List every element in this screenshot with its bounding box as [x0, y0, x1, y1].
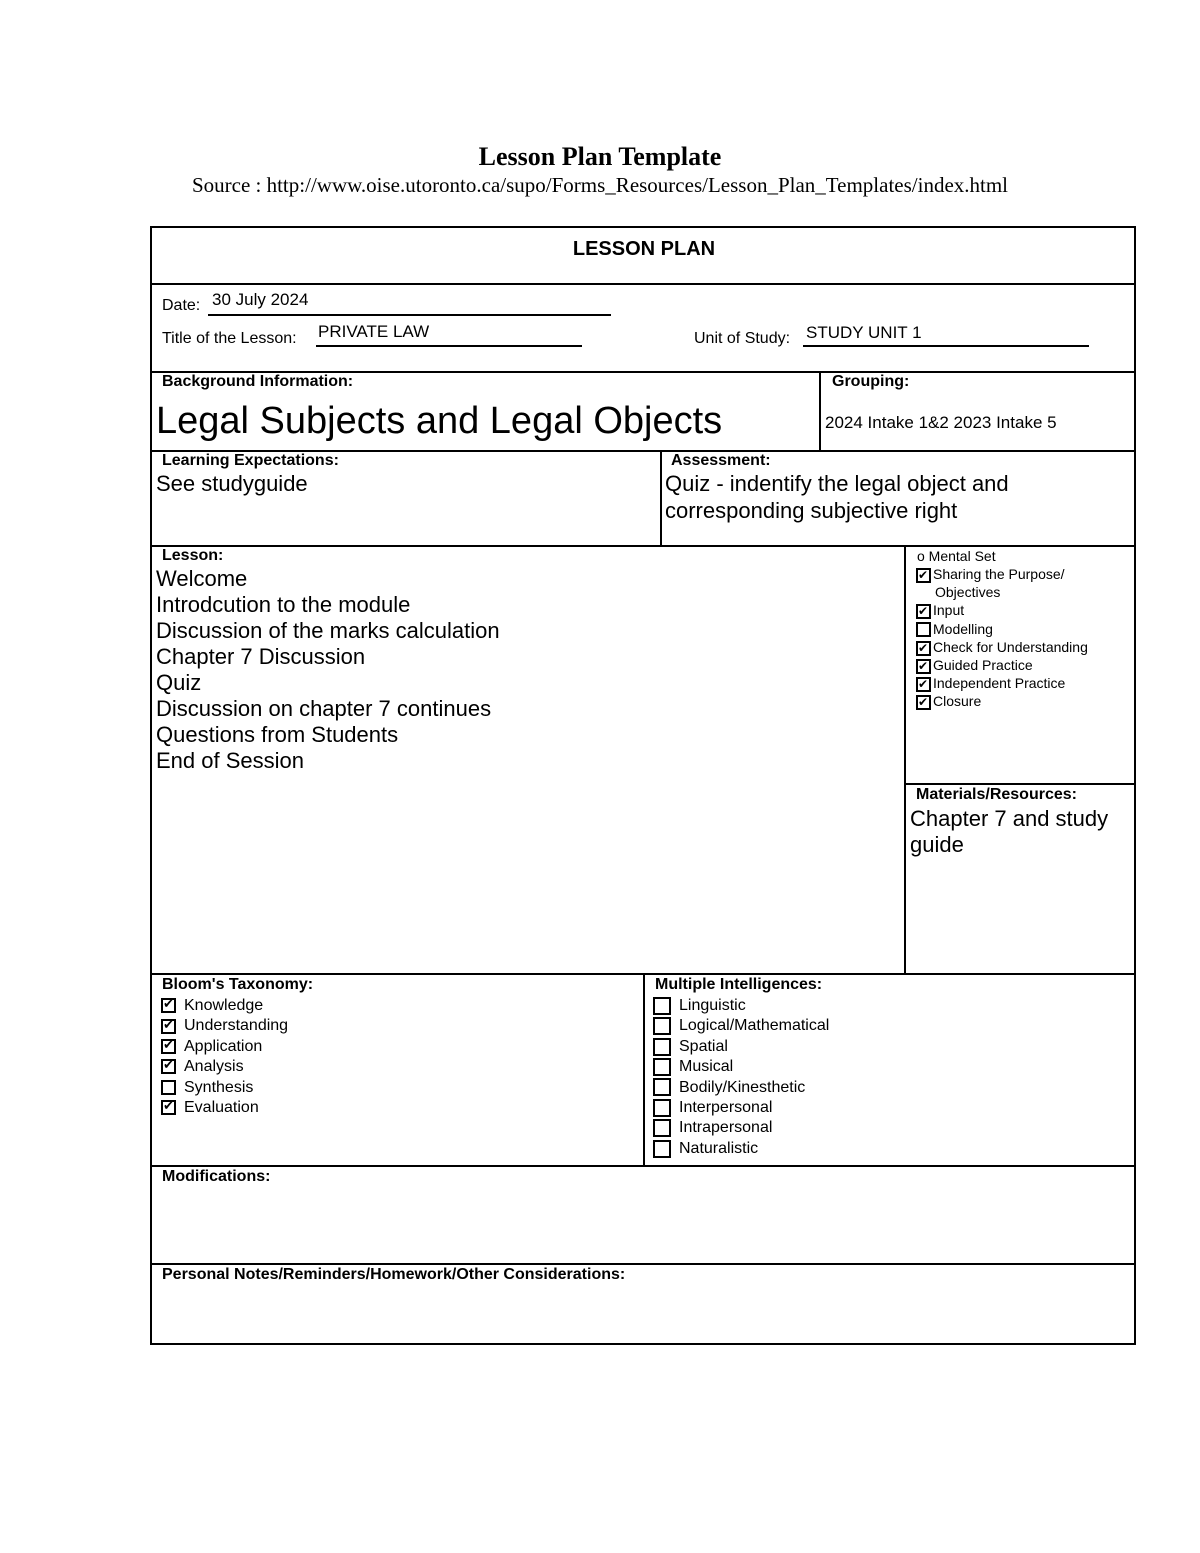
assessment-label: Assessment: — [671, 452, 771, 469]
divider — [152, 545, 1136, 547]
unit-underline — [803, 345, 1089, 347]
intelligence-label: Spatial — [679, 1037, 728, 1055]
divider — [660, 450, 662, 546]
checkbox-checked[interactable] — [916, 641, 931, 656]
grouping-label: Grouping: — [832, 373, 910, 390]
strategy-item[interactable] — [916, 656, 1088, 674]
lesson-line[interactable]: Discussion on chapter 7 continues — [156, 696, 492, 721]
strategy-label: Independent Practice — [933, 675, 1066, 692]
bloom-label: Application — [184, 1037, 263, 1055]
intelligence-item[interactable] — [653, 1078, 829, 1098]
strategy-label: Guided Practice — [933, 656, 1033, 673]
checkbox-unchecked[interactable] — [653, 1078, 671, 1096]
bloom-item[interactable] — [161, 1078, 288, 1098]
lesson-line[interactable]: Questions from Students — [156, 722, 399, 747]
learning-expectations-label: Learning Expectations: — [162, 452, 339, 469]
checkbox-checked[interactable] — [161, 998, 176, 1013]
divider — [905, 783, 1136, 785]
background-label: Background Information: — [162, 373, 354, 390]
blooms-list — [161, 996, 288, 1118]
checkbox-checked[interactable] — [916, 604, 931, 619]
strategy-label: Objectives — [935, 584, 1001, 601]
checkbox-checked[interactable] — [161, 1019, 176, 1034]
checkbox-checked[interactable] — [161, 1100, 176, 1115]
bloom-label: Evaluation — [184, 1098, 259, 1116]
strategy-label: Check for Understanding — [933, 638, 1088, 655]
bloom-item[interactable] — [161, 1037, 288, 1057]
checkbox-unchecked[interactable] — [653, 997, 671, 1015]
intelligence-label: Musical — [679, 1058, 734, 1076]
date-label: Date: — [162, 297, 201, 314]
background-value[interactable]: Legal Subjects and Legal Objects — [156, 400, 723, 442]
assessment-line-1[interactable]: Quiz - indentify the legal object and — [665, 471, 1009, 496]
intelligence-label: Intrapersonal — [679, 1119, 773, 1137]
checkbox-checked[interactable] — [161, 1059, 176, 1074]
intelligence-item[interactable] — [653, 1139, 829, 1159]
strategy-item[interactable] — [916, 620, 1088, 638]
bloom-label: Synthesis — [184, 1078, 254, 1096]
intelligence-label: Logical/Mathematical — [679, 1017, 830, 1035]
divider — [819, 371, 821, 451]
checkbox-unchecked[interactable] — [161, 1080, 176, 1095]
lesson-plan-form — [150, 226, 1136, 1345]
intelligence-label: Linguistic — [679, 997, 746, 1014]
intelligence-item[interactable] — [653, 1016, 829, 1036]
source-url: Source : http://www.oise.utoronto.ca/supo/Forms_Resources/Lesson_Plan_Templates/index.html — [191, 173, 1009, 197]
checkbox-unchecked[interactable] — [653, 1058, 671, 1076]
checkbox-checked[interactable] — [916, 677, 931, 692]
lesson-list — [156, 566, 500, 774]
lesson-line[interactable]: Chapter 7 Discussion — [156, 644, 366, 669]
strategy-label: Input — [933, 602, 965, 619]
checkbox-unchecked[interactable] — [653, 1119, 671, 1137]
checkbox-unchecked[interactable] — [653, 1038, 671, 1056]
checkbox-checked[interactable] — [916, 659, 931, 674]
checkbox-checked[interactable] — [916, 695, 931, 710]
checkbox-unchecked[interactable] — [653, 1017, 671, 1035]
bloom-label: Knowledge — [184, 997, 264, 1014]
strategy-item[interactable] — [916, 692, 1088, 710]
materials-line-1[interactable]: Chapter 7 and study — [910, 806, 1109, 831]
intelligence-label: Bodily/Kinesthetic — [679, 1078, 806, 1096]
strategy-label: Sharing the Purpose/ — [933, 566, 1065, 582]
divider — [904, 545, 906, 974]
intelligence-item[interactable] — [653, 1057, 829, 1077]
materials-line-2[interactable]: guide — [910, 832, 964, 857]
strategy-item[interactable] — [916, 638, 1088, 656]
bloom-label: Understanding — [184, 1017, 289, 1035]
divider — [152, 1263, 1136, 1265]
intelligence-item[interactable] — [653, 1037, 829, 1057]
checkbox-unchecked[interactable] — [653, 1140, 671, 1158]
checkbox-unchecked[interactable] — [916, 622, 931, 637]
lesson-line[interactable]: End of Session — [156, 748, 304, 773]
bloom-item[interactable] — [161, 996, 288, 1016]
lesson-title-value[interactable]: PRIVATE LAW — [318, 322, 430, 341]
checkbox-checked[interactable] — [161, 1039, 176, 1054]
divider — [643, 973, 645, 1166]
intelligence-label: Naturalistic — [679, 1139, 759, 1157]
bloom-label: Analysis — [184, 1058, 244, 1076]
strategy-label: Closure — [933, 693, 982, 710]
date-underline — [208, 314, 611, 316]
multiple-intelligences-label: Multiple Intelligences: — [655, 976, 823, 993]
strategy-mental-set: o Mental Set — [917, 548, 996, 564]
strategy-label: Modelling — [933, 620, 993, 637]
strategy-item[interactable] — [916, 674, 1088, 692]
modifications-label: Modifications: — [162, 1168, 271, 1185]
lesson-title-label: Title of the Lesson: — [162, 330, 297, 347]
document-title: Lesson Plan Template — [478, 142, 722, 171]
intelligences-list — [653, 996, 829, 1159]
intelligence-item[interactable] — [653, 1098, 829, 1118]
strategy-item — [916, 583, 1088, 601]
checkbox-checked[interactable] — [916, 568, 931, 583]
intelligence-item[interactable] — [653, 996, 829, 1016]
strategy-item[interactable] — [916, 601, 1088, 619]
lesson-line[interactable]: Introdcution to the module — [156, 592, 411, 617]
grouping-value[interactable]: 2024 Intake 1&2 2023 Intake 5 — [825, 413, 1057, 432]
unit-label: Unit of Study: — [694, 330, 791, 347]
blooms-taxonomy-label: Bloom's Taxonomy: — [162, 976, 314, 993]
lesson-line[interactable]: Discussion of the marks calculation — [156, 618, 500, 643]
unit-value[interactable]: STUDY UNIT 1 — [806, 323, 922, 342]
strategies-list — [916, 565, 1088, 711]
bloom-item[interactable] — [161, 1098, 288, 1118]
lesson-line[interactable]: Welcome — [156, 566, 248, 591]
assessment-line-2[interactable]: corresponding subjective right — [665, 498, 958, 523]
strategy-item[interactable] — [916, 565, 1088, 583]
intelligence-label: Interpersonal — [679, 1098, 773, 1116]
divider — [152, 283, 1136, 285]
form-heading: LESSON PLAN — [572, 238, 716, 260]
lesson-label: Lesson: — [162, 547, 224, 564]
checkbox-unchecked[interactable] — [653, 1099, 671, 1117]
lesson-line[interactable]: Quiz — [156, 670, 202, 695]
learning-expectations-value[interactable]: See studyguide — [156, 471, 308, 496]
personal-notes-label: Personal Notes/Reminders/Homework/Other Considerations: — [162, 1266, 626, 1283]
bloom-item[interactable] — [161, 1057, 288, 1077]
materials-label: Materials/Resources: — [916, 786, 1077, 803]
date-value[interactable]: 30 July 2024 — [212, 290, 309, 309]
lesson-title-underline — [316, 345, 582, 347]
bloom-item[interactable] — [161, 1016, 288, 1036]
intelligence-item[interactable] — [653, 1118, 829, 1138]
